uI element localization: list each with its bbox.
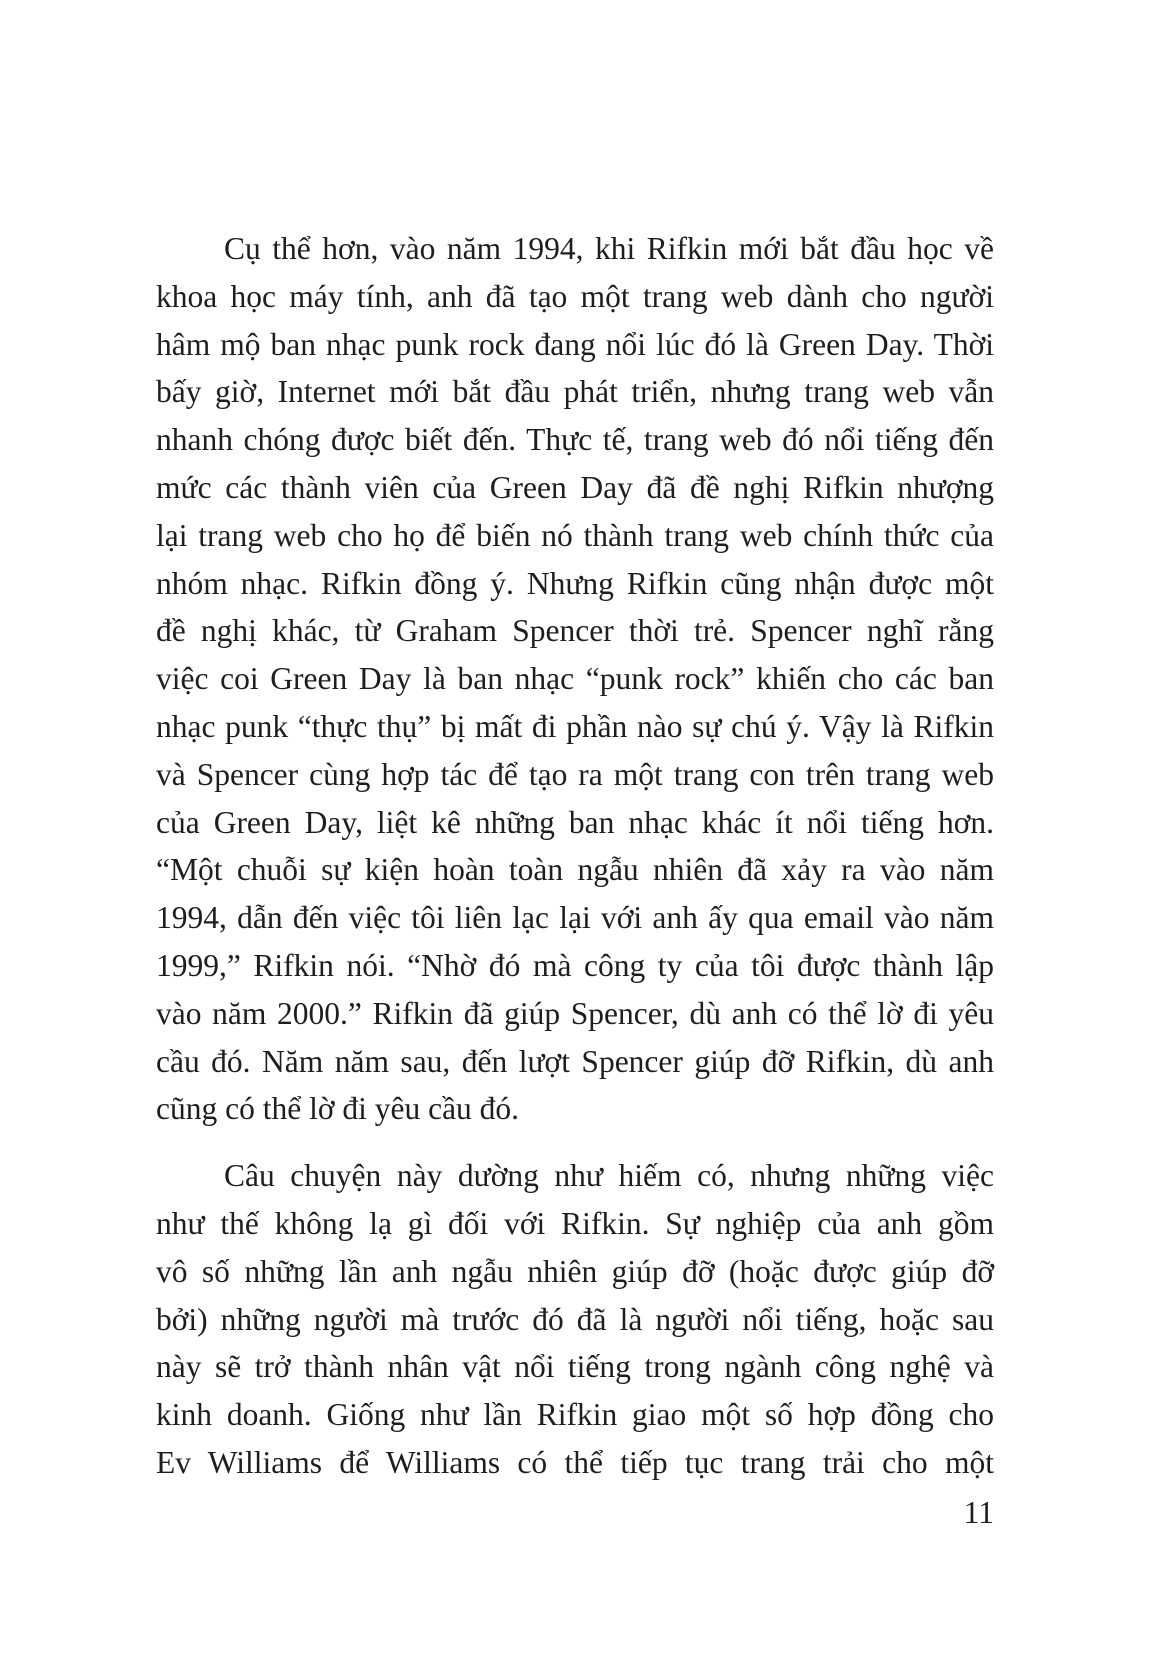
text-line: của Green Day, liệt kê những ban nhạc khác ít nổi tiếng hơn. <box>156 804 994 840</box>
text-line: vô số những lần anh ngẫu nhiên giúp đỡ (hoặc được giúp đỡ <box>156 1253 994 1289</box>
text-line: 1999,” Rifkin nói. “Nhờ đó mà công ty của tôi được thành lập <box>156 947 994 983</box>
text-line: 1994, dẫn đến việc tôi liên lạc lại với anh ấy qua email vào năm <box>156 900 994 936</box>
text-line: khoa học máy tính, anh đã tạo một trang web dành cho người <box>156 278 994 314</box>
text-line: nhanh chóng được biết đến. Thực tế, trang web đó nổi tiếng đến <box>156 422 994 458</box>
text-line: đề nghị khác, từ Graham Spencer thời trẻ. Spencer nghĩ rằng <box>156 613 994 649</box>
text-line: này sẽ trở thành nhân vật nổi tiếng trong ngành công nghệ và <box>156 1349 994 1385</box>
text-line: bởi) những người mà trước đó đã là người nổi tiếng, hoặc sau <box>156 1301 994 1337</box>
text-line: nhóm nhạc. Rifkin đồng ý. Nhưng Rifkin cũng nhận được một <box>156 565 994 601</box>
text-line: nhạc punk “thực thụ” bị mất đi phần nào sự chú ý. Vậy là Rifkin <box>156 708 994 744</box>
text-line: bấy giờ, Internet mới bắt đầu phát triển, nhưng trang web vẫn <box>156 374 994 410</box>
text-line: việc coi Green Day là ban nhạc “punk rock” khiến cho các ban <box>156 661 994 697</box>
text-line: mức các thành viên của Green Day đã đề nghị Rifkin nhượng <box>156 469 994 505</box>
text-line: Ev Williams để Williams có thể tiếp tục trang trải cho một <box>156 1444 994 1480</box>
text-line: như thế không lạ gì đối với Rifkin. Sự nghiệp của anh gồm <box>156 1205 994 1241</box>
body-text <box>156 225 994 1487</box>
text-line: lại trang web cho họ để biến nó thành trang web chính thức của <box>156 517 994 553</box>
text-line: vào năm 2000.” Rifkin đã giúp Spencer, dù anh có thể lờ đi yêu <box>156 995 994 1031</box>
text-line: cầu đó. Năm năm sau, đến lượt Spencer giúp đỡ Rifkin, dù anh <box>156 1043 994 1079</box>
text-line: “Một chuỗi sự kiện hoàn toàn ngẫu nhiên đã xảy ra vào năm <box>156 852 994 888</box>
text-line: kinh doanh. Giống như lần Rifkin giao một số hợp đồng cho <box>156 1397 994 1433</box>
text-line: hâm mộ ban nhạc punk rock đang nổi lúc đó là Green Day. Thời <box>156 326 994 362</box>
text-line: Câu chuyện này dường như hiếm có, nhưng những việc <box>224 1158 994 1194</box>
page-number: 11 <box>963 1495 994 1530</box>
text-line: cũng có thể lờ đi yêu cầu đó. <box>156 1091 520 1127</box>
paragraph-1 <box>156 225 994 1133</box>
text-line: và Spencer cùng hợp tác để tạo ra một trang con trên trang web <box>156 756 994 792</box>
paragraph-2 <box>156 1152 994 1487</box>
text-line: Cụ thể hơn, vào năm 1994, khi Rifkin mới bắt đầu học về <box>224 231 994 266</box>
